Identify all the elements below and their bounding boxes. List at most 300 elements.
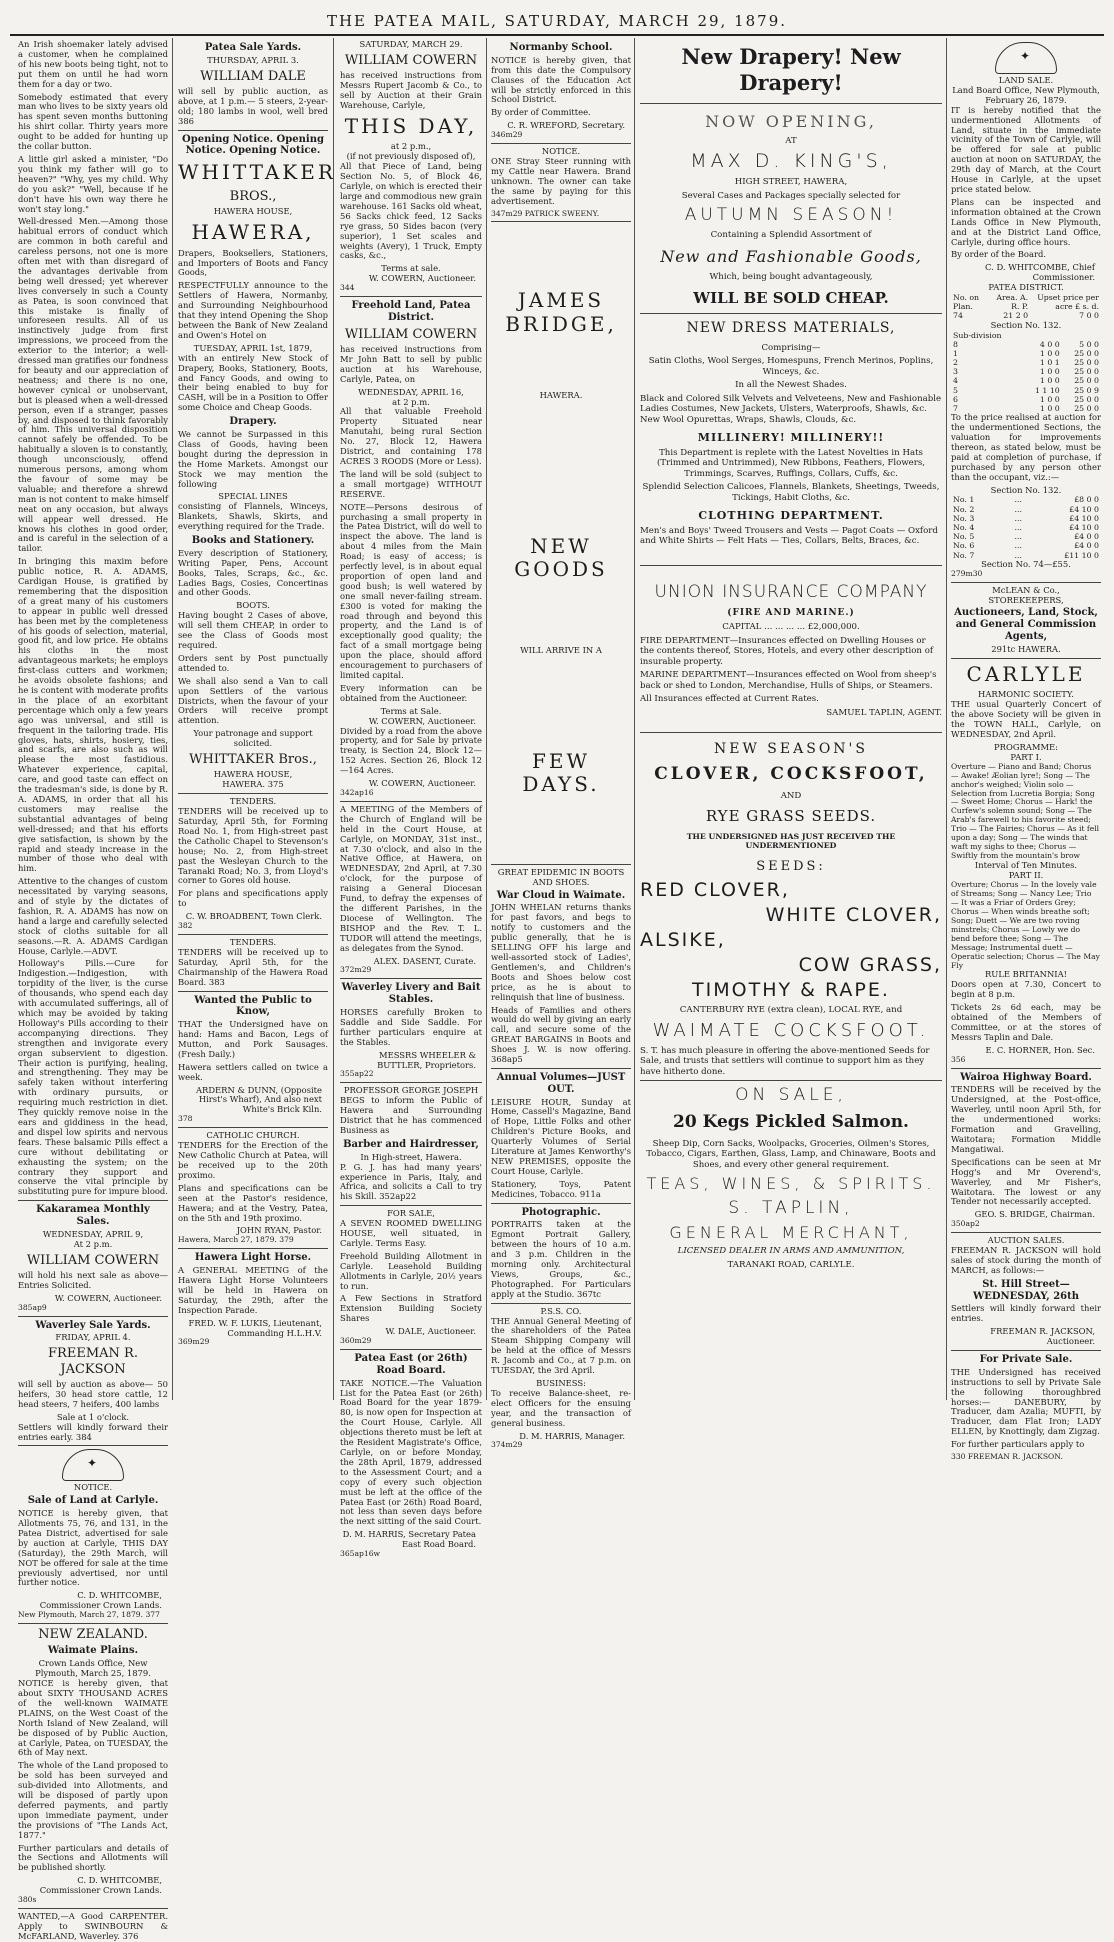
- ad-code: Overture — Piano and Band; Chorus — Awake! Æolian lyre!; Song — The anchor's weighed; Violin solo — Selection from Lucretia Borgia; Song — Sweet Home; Chorus — Hark! the Curfew's solemn sound; Song — The Arab's farewell to his favorite steed; Trio — The Fairies; Chorus — As it fell upon a day; Song — The winds that waft my sighs to thee; Chorus — Swiftly from the mountain's brow: [951, 761, 1100, 861]
- spacer: [491, 401, 631, 531]
- ad-code: 342ap16: [340, 787, 374, 797]
- centered-text: FOR SALE,: [387, 1208, 435, 1219]
- separator: [491, 1303, 631, 1304]
- separator: [18, 1316, 168, 1317]
- table-row: [951, 523, 1101, 532]
- table-row: [951, 358, 1101, 367]
- paragraph: The land will be sold (subject to a small mortgage) WITHOUT RESERVE.: [340, 468, 482, 499]
- separator: [340, 1349, 482, 1350]
- table-cell: 6: [953, 394, 958, 404]
- paragraph: Freehold Building Allotment in Carlyle. Leasehold Building Allotments in Carlyle, 20½ years to run.: [340, 1250, 482, 1291]
- centered-text: Interval of Ten Minutes.: [974, 860, 1078, 871]
- s-taplin: S. TAPLIN,: [728, 1197, 854, 1218]
- seed-line: COW GRASS,: [798, 954, 942, 977]
- general-merchant: GENERAL MERCHANT,: [669, 1222, 913, 1242]
- centered-text: In High-street, Hawera.: [360, 1151, 462, 1162]
- paragraph: A SEVEN ROOMED DWELLING HOUSE, well situated, in Carlyle. Terms Easy.: [340, 1218, 482, 1248]
- centered-text: CATHOLIC CHURCH.: [206, 1130, 300, 1141]
- ad-code: 365ap16w: [340, 1549, 381, 1559]
- seed-line: TIMOTHY & RAPE.: [692, 979, 890, 1002]
- calicoes-text: Splendid Selection Calicoes, Flannels, Blankets, Sheetings, Tweeds, Tickings, Habit Cloths, &c.: [642, 482, 940, 503]
- paragraph: Drapers, Booksellers, Stationers, and Importers of Boots and Fancy Goods,: [178, 247, 328, 278]
- signature: W. COWERN, Auctioneer.: [368, 273, 476, 284]
- centered-text: HAWERA HOUSE,: [213, 769, 293, 780]
- paragraph: We cannot be Surpassed in this Class of Goods, having been bought during the depression in the Home Markets. Amongst our Stock we may mention the following: [178, 428, 328, 489]
- paragraph: By order of Committee.: [491, 107, 591, 118]
- table-row: [951, 532, 1101, 541]
- display-headline: JAMES BRIDGE,: [505, 288, 617, 337]
- display-line: WILLIAM COWERN: [344, 326, 478, 342]
- table-cell: £4 0 0: [1074, 532, 1099, 542]
- table-row: [951, 505, 1101, 514]
- centered-text: Section No. 132.: [990, 319, 1062, 330]
- seeds-label: SEEDS:: [756, 858, 826, 874]
- table-cell: 1 0 0: [1039, 394, 1060, 404]
- separator: [18, 1908, 168, 1909]
- table-cell: 5 0 0: [1079, 339, 1099, 349]
- dress-materials: NEW DRESS MATERIALS,: [686, 319, 896, 336]
- column-6: [951, 40, 1101, 1462]
- paragraph: HORSES carefully Broken to Saddle and Side Saddle. For further particulars enquire at the Stables.: [340, 1006, 482, 1047]
- paragraph: Orders sent by Post punctually attended to.: [178, 652, 328, 673]
- taplin-note: S. T. has much pleasure in offering the above-mentioned Seeds for Sale, and trusts that settlers will continue to support him as they have hitherto done.: [640, 1045, 930, 1077]
- separator: [18, 1200, 168, 1201]
- separator: [491, 1203, 631, 1204]
- clothing-text: Men's and Boys' Tweed Trousers and Vests — Pagot Coats — Oxford and White Shirts — Felt Hats — Ties, Collars, Belts, Braces, &c.: [640, 525, 938, 547]
- ad-heading: Sale of Land at Carlyle.: [27, 1495, 159, 1507]
- separator: [491, 221, 631, 222]
- centered-text: NOTICE.: [541, 146, 581, 157]
- signature: FRED. W. F. LUKIS, Lieutenant, Commanding H.L.H.V.: [188, 1317, 322, 1338]
- ad-heading: Hawera Light Horse.: [194, 1252, 312, 1264]
- paragraph: Tickets 2s 6d each, may be obtained of the Members of Committee, or at the stores of Messrs Taplin and Dale.: [951, 1002, 1101, 1042]
- paragraph: TENDERS for the Erection of the New Catholic Church at Patea, will be received up to the 20th proximo.: [178, 1140, 328, 1180]
- ad-code: 356: [951, 1054, 966, 1064]
- table-cell: 4 0 0: [1039, 339, 1060, 349]
- display-line: WILLIAM COWERN: [26, 1252, 160, 1268]
- centered-text: PART II.: [1008, 870, 1044, 881]
- paragraph: BEGS to inform the Public of Hawera and Surrounding District that he has commenced Business as: [340, 1095, 482, 1135]
- ad-code: 355ap22: [340, 1069, 374, 1079]
- signature: C. W. BROADBENT, Town Clerk.: [185, 911, 322, 922]
- display-headline: FEW DAYS.: [522, 748, 600, 797]
- ad-heading: Auctioneers, Land, Stock, and General Commission Agents,: [954, 607, 1098, 643]
- paragraph: For plans and specifications apply to: [178, 888, 328, 909]
- separator: [340, 978, 482, 979]
- paragraph: Settlers will kindly forward their entries.: [951, 1303, 1101, 1324]
- table-cell: No. 1: [953, 495, 975, 505]
- ad-heading: Drapery.: [229, 416, 277, 428]
- ad-code: 380s: [18, 1895, 37, 1905]
- paragraph: To receive Balance-sheet, re-elect Officers for the ensuing year, and the transaction of general business.: [491, 1387, 631, 1428]
- paragraph: ONE Stray Steer running with my Cattle near Hawera. Brand unknown. The owner can take the same by paying for this advertisement.: [491, 156, 631, 206]
- signature: D. M. HARRIS, Manager.: [519, 1430, 625, 1441]
- separator: [178, 1127, 328, 1128]
- table-cell: 1 0 0: [1039, 404, 1060, 413]
- paragraph: consisting of Flannels, Winceys, Blankets, Shawls, Skirts, and everything required for the Trade.: [178, 501, 328, 532]
- separator: [340, 1205, 482, 1206]
- signature: C. D. WHITCOMBE, Commissioner Crown Lands.: [39, 1590, 162, 1611]
- table-cell: £4 10 0: [1069, 523, 1099, 532]
- fashion-line: New and Fashionable Goods,: [660, 246, 922, 266]
- ad-code: Hawera, March 27, 1879. 379: [178, 1235, 294, 1245]
- union-insurance: UNION INSURANCE COMPANY: [654, 581, 928, 602]
- centered-text: HAWERA. 375: [222, 779, 284, 790]
- paragraph: P. G. J. has had many years' experience in Paris, Italy, and Africa, and solicits a Call to try his Skill. 352ap22: [340, 1161, 482, 1202]
- ad-heading: Books and Stationery.: [191, 535, 315, 547]
- table-row: [951, 495, 1101, 504]
- table-cell: £4 10 0: [1069, 513, 1099, 523]
- paragraph: WANTED,—A Good CARPENTER. Apply to SWINBOURN & McFARLAND, Waverley. 376: [18, 1911, 168, 1941]
- masthead-rule: [10, 34, 1104, 36]
- paragraph: Every information can be obtained from the Auctioneer.: [340, 682, 482, 703]
- table-row: [951, 349, 1101, 358]
- centered-text: SPECIAL LINES: [218, 491, 288, 502]
- masthead: THE PATEA MAIL, SATURDAY, MARCH 29, 1879.: [326, 12, 788, 30]
- table-cell: ...: [1014, 550, 1022, 560]
- paragraph: THE Undersigned has received instructions to sell by Private Sale the following thoroughbred horses:— DANEBURY, by Traducer, dam Azalia; MUFTI, by Traducer, dam Flat Iron; LADY ELLEN, by Knottingly, dam Zigzag.: [951, 1366, 1101, 1437]
- table-cell: 25 0 0: [1074, 348, 1099, 358]
- centered-text: Sale at 1 o'clock.: [56, 1411, 130, 1422]
- containing-line: Containing a Splendid Assortment of: [710, 230, 872, 241]
- paragraph: Divided by a road from the above property, and for Sale by private treaty, is Section 24, Block 12—152 Acres. Section 26, Block 12—164 Acres.: [340, 725, 482, 776]
- table-cell: 1 0 0: [1039, 348, 1060, 358]
- sold-cheap: WILL BE SOLD CHEAP.: [693, 288, 889, 307]
- centered-text: RULE BRITANNIA!: [984, 969, 1068, 980]
- table-cell: 1 1 10: [1034, 385, 1060, 395]
- ad-heading: Waimate Plains.: [47, 1645, 139, 1657]
- centered-text: BUSINESS:: [536, 1378, 586, 1389]
- table-cell: 25 0 0: [1074, 394, 1099, 404]
- separator: [951, 1068, 1101, 1069]
- ad-code: 369m29: [178, 1337, 210, 1347]
- ad-code: 350ap2: [951, 1219, 980, 1229]
- centered-text: SATURDAY, MARCH 29.: [359, 39, 463, 49]
- canterbury: CANTERBURY RYE (extra clean), LOCAL RYE, and: [679, 1005, 903, 1016]
- table-cell: 1 0 1: [1039, 358, 1060, 368]
- signature: C. D. WHITCOMBE, Commissioner Crown Lands.: [39, 1875, 162, 1896]
- centered-text: Crown Lands Office, New Plymouth, March 25, 1879.: [35, 1658, 151, 1679]
- ad-heading: Photographic.: [521, 1206, 601, 1218]
- table-cell: 25 0 0: [1074, 404, 1099, 413]
- paragraph: To the price realised at auction for the undermentioned Sections, the valuation for improvements thereon, as stated below, must be paid at completion of purchase, if purchased by any person other than the occupant, viz.:—: [951, 412, 1101, 482]
- display-headline: WHITTAKER: [178, 160, 336, 185]
- ad-heading: For Private Sale.: [979, 1354, 1073, 1366]
- paragraph: has received instructions from Mr John Batt to sell by public auction at his Warehouse, Carlyle, Patea, on: [340, 344, 482, 384]
- ad-code: New Plymouth, March 27, 1879. 377: [18, 1610, 160, 1620]
- ad-heading: Waverley Livery and Bait Stables.: [341, 982, 481, 1006]
- centered-text: 291tc HAWERA.: [991, 643, 1061, 654]
- centered-text: THURSDAY, APRIL 3.: [207, 54, 299, 65]
- pickled-salmon: 20 Kegs Pickled Salmon.: [673, 1112, 909, 1133]
- table-cell: £4 10 0: [1069, 504, 1099, 514]
- separator: [340, 1082, 482, 1083]
- clothing-heading: CLOTHING DEPARTMENT.: [698, 509, 884, 523]
- seed-line: ALSIKE,: [640, 928, 726, 951]
- paragraph: FREEMAN R. JACKSON will hold sales of stock during the month of MARCH, as follows:—: [951, 1245, 1101, 1275]
- ad-heading: Barber and Hairdresser,: [343, 1138, 479, 1150]
- undersigned-line: THE UNDERSIGNED HAS JUST RECEIVED THE UNDERMENTIONED: [686, 831, 896, 851]
- ad-heading: Patea East (or 26th) Road Board.: [354, 1353, 468, 1376]
- spacer: [491, 801, 631, 861]
- and-label: AND: [780, 790, 802, 801]
- paragraph: Plans and specifications can be seen at the Pastor's residence, Hawera; and at the Vestry, Patea, on the 5th and 19th proximo.: [178, 1182, 328, 1223]
- table-cell: 1 0 0: [1039, 376, 1060, 386]
- table-cell: No. 4: [953, 523, 975, 532]
- paragraph: TENDERS will be received by the Undersigned, at the Post-office, Waverley, until noon April 5th, for the undermentioned works: Formation and Gravelling, Waitotara; Formation Middle Mangatiwai.: [951, 1084, 1101, 1154]
- centered-text: NOTICE.: [73, 1482, 113, 1493]
- table-cell: ...: [1014, 541, 1022, 551]
- paragraph: THAT the Undersigned have on hand: Hams and Bacon, Legs of Mutton, and Pork Sausages. (Fresh Daily.): [178, 1019, 328, 1059]
- separator: [18, 1623, 168, 1624]
- shop-name: MAX D. KING'S,: [690, 150, 892, 173]
- display-line: WHITTAKER Bros.,: [189, 752, 317, 768]
- display-headline: NEW GOODS: [514, 533, 608, 582]
- royal-crest-icon: [995, 42, 1057, 74]
- centered-text: (if not previously disposed of),: [346, 151, 476, 162]
- paragraph: NOTE—Persons desirous of purchasing a small property in the Patea District, will do well to inspect the above. The land is about 4 miles from the Main Road; is easy of access; is perfectly level, is in about equal proportion of open land and good bush; is well watered by one small never-failing stream. £300 is voted for making the road through and beyond this property, and the Land is of exceptionally good quality; the fact of a small mortgage being upon the place, should afford encouragement to purchasers of limited capital.: [340, 501, 482, 681]
- ad-code: 378: [178, 1114, 193, 1124]
- table-cell: £4 0 0: [1074, 541, 1099, 551]
- table-cell: 21 2 0: [1003, 311, 1029, 321]
- paragraph: In bringing this maxim before public notice, R. A. ADAMS, Cardigan House, is gratified by remembering that the disposition of a great many of his customers to appear in public well dressed has been met by the completeness of his goods of selection, material, good fit, and low price. He obtains his cloths in the most advantageous markets; he employs first-class cutters and workmen; he avoids obsolete fashions; and he is content with moderate profits in the place of an exorbitant percentage which only a few years ago was universal, and still is frequent in the tailoring trade. His gloves, hats, shirts, hosiery, ties, and scarfs, are also such as will please the most fastidious. Whatever experience, capital, care, and good taste can effect on the tradesman's side, is done by R. A. ADAMS, in order that all his customers may realise the substantial advantages of being well-dressed; and that his efforts give satisfaction, is shown by the rapid and steady increase in the number of those who deal with him.: [18, 556, 168, 874]
- paragraph: For further particulars apply to: [951, 1439, 1085, 1450]
- centered-text: AUCTION SALES.: [987, 1235, 1065, 1246]
- dress-items: Satin Cloths, Wool Serges, Homespuns, French Merinos, Poplins, Winceys, &c.: [648, 356, 934, 377]
- table-cell: ...: [1014, 513, 1022, 523]
- table-cell: No. 6: [953, 541, 975, 551]
- centered-text: HARMONIC SOCIETY.: [978, 689, 1074, 700]
- separator: [951, 582, 1101, 583]
- paragraph: will sell by auction as above— 50 heifers, 30 head store cattle, 12 head steers, 7 heifers, 400 lambs: [18, 1378, 168, 1409]
- paragraph: Every description of Stationery, Writing Paper, Pens, Account Books, Tales, Scraps, &c., &c. Ladies Bags, Cosies, Concertinas and other Goods.: [178, 547, 328, 598]
- centered-text: WILL ARRIVE IN A: [520, 644, 602, 655]
- table-cell: No. 5: [953, 532, 975, 542]
- separator: [178, 130, 328, 131]
- cases-line: Several Cases and Packages specially selected for: [681, 190, 901, 201]
- centered-text: HAWERA.: [539, 389, 583, 400]
- table-cell: Upset price per acre £ s. d.: [1037, 293, 1099, 312]
- ad-code: 346m29: [491, 130, 523, 140]
- comprising: Comprising—: [761, 342, 821, 353]
- paragraph: All that Piece of Land, being Section No. 5, of Block 46, Carlyle, on which is erected their large and commodious new grain warehouse. 161 Sacks old wheat, 56 Sacks chick feed, 12 Sacks rye grass, 50 Sides bacon (very superior), 1 Set scales and weights (Avery), 1 Truck, Empty casks, &c.,: [340, 161, 482, 261]
- signature: D. M. HARRIS, Secretary Patea East Road Board.: [342, 1529, 476, 1550]
- separator: [178, 1248, 328, 1249]
- centered-text: Section No. 74—£55.: [981, 558, 1071, 569]
- centered-text: at 2 p.m.,: [390, 141, 432, 152]
- new-season: NEW SEASON'S: [714, 741, 868, 758]
- centered-text: McLEAN & Co.,: [992, 584, 1060, 595]
- drapery-title: New Drapery! New Drapery!: [681, 44, 901, 95]
- table-cell: No. 7: [953, 550, 975, 560]
- on-sale: ON SALE,: [735, 1085, 847, 1106]
- ad-code: 385ap9: [18, 1302, 47, 1312]
- centered-text: WEDNESDAY, APRIL 9,: [42, 1228, 144, 1239]
- paragraph: Holloway's Pills.—Cure for Indigestion.—Indigestion, with torpidity of the liver, is the curse of thousands, who spend each day with accumulated sufferings, all of which may be avoided by taking Holloway's Pills according to their accompanying directions. They strengthen and invigorate every organ subservient to digestion. Their action is purifying, healing, and strengthening. They may be safely taken without interfering with ordinary pursuits, or requiring much restriction in diet. They quickly remove noise in the ears and giddiness in the head, and dispel low spirits and nervous fears. These balsamic Pills effect a cure without debilitating or exhausting the system; on the contrary they support and conserve the vital principle by substituting pure for impure blood.: [18, 958, 168, 1197]
- ad-code: 330 FREEMAN R. JACKSON.: [951, 1452, 1063, 1462]
- table-cell: 3: [953, 367, 958, 377]
- spacer: [491, 341, 631, 391]
- display-line: BROS.,: [229, 188, 277, 204]
- separator: [340, 801, 482, 802]
- centered-text: TUESDAY, APRIL 1st, 1879,: [193, 342, 313, 353]
- now-opening: NOW OPENING,: [705, 112, 877, 132]
- paragraph: A GENERAL MEETING of the Hawera Light Horse Volunteers will be held in Hawera on Saturday, the 29th, after the Inspection Parade.: [178, 1265, 328, 1315]
- spacer: [491, 656, 631, 746]
- ad-code: 374m29: [491, 1440, 523, 1450]
- table-cell: No. on Plan.: [953, 293, 980, 312]
- ad-heading: St. Hill Street—WEDNESDAY, 26th: [972, 1278, 1080, 1302]
- paragraph: TAKE NOTICE.—The Valuation List for the Patea East (or 26th) Road Board for the year 1879-80, is now open for Inspection at the Court House, Carlyle. All objections thereto must be left at the Resident Magistrate's Office, Carlyle, on or before Monday, the 28th April, 1879, addressed to the Assessment Court; and a copy of every such objection must be left at the office of the Patea East (or 26th) Road Board, not less than seven days before the next sitting of the said Court.: [340, 1377, 482, 1527]
- table-row: [951, 293, 1101, 311]
- paragraph: THE Annual General Meeting of the shareholders of the Patea Steam Shipping Company will be held at the office of Messrs R. Jacomb and Co., at 7 p.m. on TUESDAY, the 3rd April.: [491, 1315, 631, 1376]
- table-cell: 25 0 9: [1074, 385, 1099, 395]
- column-5-drapery: [640, 40, 942, 1400]
- centered-text: PROGRAMME:: [994, 741, 1058, 752]
- table-row: [951, 395, 1101, 404]
- paragraph: TENDERS will be received up to Saturday, April 5th, for the Chairmanship of the Hawera Road Board. 383: [178, 946, 328, 987]
- ad-heading: Wanted the Public to Know,: [194, 994, 312, 1018]
- table-cell: 5: [953, 385, 958, 395]
- paragraph: Hawera settlers called on twice a week.: [178, 1061, 328, 1082]
- marine-dept: MARINE DEPARTMENT—Insurances effected on Wool from sheep's back or shed to London, Merchandise, Hulls of Ships, or Steamers.: [640, 670, 937, 691]
- paragraph: Plans can be inspected and information obtained at the Crown Lands Office in New Plymouth, and at the District Land Office, Carlyle, during office hours.: [951, 196, 1101, 247]
- paragraph: The whole of the Land proposed to be sold has been surveyed and sub-divided into Allotments, and will be disposed of partly upon deferred payments, and partly upon immediate payment, under the provisions of "The Lands Act, 1877.": [18, 1760, 168, 1840]
- table-cell: 7: [953, 404, 958, 413]
- table-cell: 25 0 0: [1074, 358, 1099, 368]
- ad-heading: Freehold Land, Patea District.: [351, 300, 471, 323]
- paragraph: Somebody estimated that every man who lives to be sixty years old has spent seven months buttoning his shirt collar. Thirty years more ought to be added for hunting up the collar button.: [18, 91, 168, 152]
- centered-text: TENDERS.: [229, 937, 277, 948]
- display-headline: HAWERA,: [191, 220, 315, 245]
- seed-line: WHITE CLOVER,: [765, 903, 942, 926]
- paragraph: with an entirely New Stock of Drapery, Books, Stationery, Boots, and Fancy Goods, and owing to their being enabled to buy for CASH, will be in a Position to Offer some Choice and Cheap Goods.: [178, 352, 328, 413]
- waimate-cocksfoot: WAIMATE COCKSFOOT.: [652, 1019, 930, 1041]
- table-cell: [1062, 331, 1101, 340]
- paragraph: Further particulars and details of the Sections and Allotments will be published shortly.: [18, 1842, 168, 1873]
- paragraph: THE usual Quarterly Concert of the above Society will be given in the TOWN HALL, Carlyle, on WEDNESDAY, 2nd April.: [951, 699, 1101, 739]
- table-cell: 25 0 0: [1074, 376, 1099, 386]
- ad-heading: Normanby School.: [509, 42, 613, 53]
- centered-text: Terms at sale.: [381, 263, 441, 274]
- paragraph: Stationery, Toys, Patent Medicines, Tobacco. 911a: [491, 1178, 631, 1199]
- paragraph: will sell by public auction, as above, at 1 p.m.— 5 steers, 2-year-old; 180 lambs in wool, well bred 386: [178, 86, 328, 126]
- table-row: [951, 386, 1101, 395]
- display-line: WILLIAM DALE: [200, 68, 306, 84]
- table-cell: 1: [953, 348, 958, 358]
- paragraph: IT is hereby notified that the undermentioned Allotments of Land, situate in the immediate vicinity of the Town of Carlyle, will be offered for sale at public auction at noon on SATURDAY, the 29th day of March, at the Court House in Carlyle, at the upset price stated below.: [951, 104, 1101, 194]
- capital: CAPITAL ... ... ... ... £2,000,000.: [722, 622, 860, 633]
- centered-text: At 2 p.m.: [73, 1238, 113, 1249]
- centered-text: at 2 p.m.: [392, 396, 430, 407]
- table-cell: £11 10 0: [1064, 550, 1099, 560]
- table-cell: 7 0 0: [1079, 311, 1099, 321]
- centered-text: FRIDAY, APRIL 4.: [55, 1332, 131, 1343]
- table-cell: 8: [953, 339, 958, 349]
- centered-text: TENDERS.: [229, 796, 277, 807]
- paragraph: A little girl asked a minister, "Do you think my father will go to heaven?" "Why, yes my child. Why do you ask?" "Well, because if he don't have his own way there he won't stay long.": [18, 153, 168, 214]
- paragraph: We shall also send a Van to call upon Settlers of the various Districts, when the favour of your Orders will receive prompt attention.: [178, 675, 328, 726]
- separator: [178, 991, 328, 992]
- sheep-dip: Sheep Dip, Corn Sacks, Woolpacks, Groceries, Oilmen's Stores, Tobacco, Cigars, Earthen, Glass, Lamp, and Chinaware, Boots and Shoes, and every other general requirement.: [646, 1138, 936, 1170]
- table-cell: ...: [1014, 495, 1022, 505]
- paragraph: All that valuable Freehold Property Situated near Manutahi, being rural Section No. 27, Block 12, Hawera District, and containing 178 ACRES 3 ROODS (More or Less).: [340, 406, 482, 466]
- centered-text: STOREKEEPERS,: [988, 594, 1064, 605]
- seed-line: RED CLOVER,: [640, 878, 790, 901]
- centered-text: GREAT EPIDEMIC IN BOOTS AND SHOES.: [497, 866, 625, 887]
- signature: W. DALE, Auctioneer.: [385, 1326, 476, 1337]
- royal-crest-icon: [62, 1449, 124, 1481]
- table-row: [951, 514, 1101, 523]
- ad-heading: Annual Volumes—JUST OUT.: [496, 1071, 626, 1095]
- table-cell: No. 2: [953, 504, 975, 514]
- table-cell: Area. A. R. P.: [996, 293, 1029, 312]
- paragraph: will hold his next sale as above—Entries Solicited.: [18, 1269, 168, 1290]
- paragraph: An Irish shoemaker lately advised a customer, when he complained of his new boots being tight, not to put them on until he had worn them for a day or two.: [18, 39, 168, 89]
- land-table: [951, 331, 1101, 414]
- land-table: [951, 293, 1101, 321]
- separator: [951, 1350, 1101, 1351]
- spacer: [491, 586, 631, 646]
- centered-text: PART I.: [1010, 751, 1042, 762]
- separator: [491, 1068, 631, 1069]
- display-headline: THIS DAY,: [344, 113, 478, 138]
- centered-text: BOOTS.: [236, 600, 270, 611]
- paragraph: Heads of Families and others would do well by giving an early call, and secure some of the GREAT BARGAINS in Boots and Shoes J. W. is now offering. 368ap5: [491, 1004, 631, 1065]
- paragraph: RESPECTFULLY announce to the Settlers of Hawera, Normanby, and Surrounding Neighbourhood that they intend Opening the Shop between the Bank of New Zealand and Owen's Hotel on: [178, 280, 328, 340]
- column-divider: [486, 38, 487, 1400]
- column-3: [340, 39, 482, 1559]
- table-cell: Sub-division: [953, 330, 1002, 340]
- separator: [491, 864, 631, 865]
- autumn-season: AUTUMN SEASON!: [684, 205, 898, 226]
- separator: [340, 296, 482, 297]
- licensed-dealer: LICENSED DEALER IN ARMS AND AMMUNITION,: [677, 1246, 905, 1257]
- clover-cocksfoot: CLOVER, COCKSFOOT,: [654, 764, 928, 785]
- ad-heading: Opening Notice. Opening Notice. Opening Notice.: [182, 133, 324, 157]
- separator: [951, 1232, 1101, 1233]
- centered-text: PROFESSOR GEORGE JOSEPH: [343, 1085, 479, 1096]
- table-cell: No. 3: [953, 513, 975, 523]
- table-row: [951, 541, 1101, 550]
- column-divider: [634, 38, 635, 1400]
- centered-text: HAWERA HOUSE,: [213, 206, 293, 217]
- table-cell: 25 0 0: [1074, 367, 1099, 377]
- table-row: [951, 376, 1101, 385]
- paragraph: Settlers will kindly forward their entries early. 384: [18, 1421, 168, 1442]
- union-sub: (FIRE AND MARINE.): [727, 608, 855, 619]
- separator: [178, 793, 328, 794]
- separator: [18, 1445, 168, 1446]
- paragraph: LEISURE HOUR, Sunday at Home, Cassell's Magazine, Band of Hope, Little Folks and other Children's Picture Books, and Quarterly Volumes of Serial Literature at James Kenworthy's NEW PREMISES, opposite the Court House, Carlyle.: [491, 1096, 631, 1176]
- paragraph: NOTICE is hereby given, that about SIXTY THOUSAND ACRES of the well-known WAIMATE PLAINS, on the West Coast of the North Island of New Zealand, will be disposed of by Public Auction, at Carlyle, Patea, on TUESDAY, the 6th of May next.: [18, 1678, 168, 1758]
- paragraph: By order of the Board.: [951, 249, 1046, 260]
- table-cell: 2: [953, 358, 958, 368]
- table-cell: ...: [1014, 523, 1022, 532]
- land-table: [951, 495, 1101, 559]
- table-cell: 1 0 0: [1039, 367, 1060, 377]
- paragraph: JOHN WHELAN returns thanks for past favors, and begs to notify to customers and the public generally, that he is SELLING OFF his large and well-assorted stock of Ladies', Gentlemen's, and Children's Boots and Shoes below cost price, as he is about to relinquish that line of business.: [491, 902, 631, 1002]
- centered-text: Land Board Office, New Plymouth, February 26, 1879.: [952, 84, 1100, 105]
- ad-heading: Patea Sale Yards.: [204, 42, 302, 53]
- paragraph: NOTICE is hereby given, that Allotments 75, 76, and 131, in the Patea District, advertised for sale by auction at Carlyle, THIS DAY (Saturday), the 29th March, will NOT be offered for sale at the time previously advertised, nor until further notice.: [18, 1508, 168, 1588]
- ad-code: 360m29: [340, 1336, 372, 1346]
- newest-shades: In all the Newest Shades.: [735, 380, 847, 391]
- display-headline: CARLYLE: [966, 661, 1086, 686]
- column-divider: [172, 38, 173, 1400]
- signature: C. R. WREFORD, Secretary.: [507, 120, 625, 131]
- teas-wines: TEAS, WINES, & SPIRITS.: [646, 1174, 936, 1194]
